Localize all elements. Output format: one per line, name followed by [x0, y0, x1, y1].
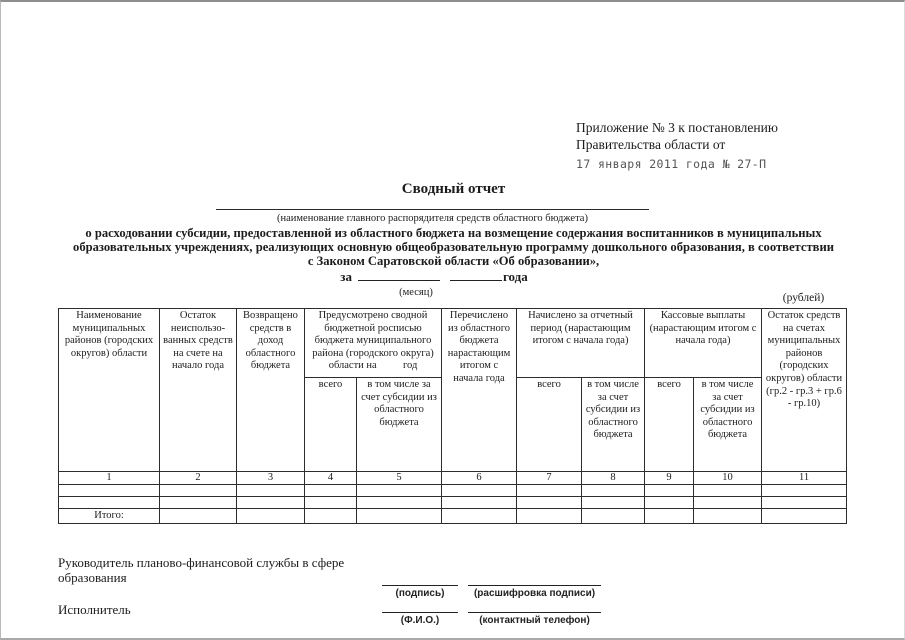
empty-cell — [59, 497, 160, 509]
column-number: 6 — [442, 472, 517, 485]
empty-cell — [582, 509, 645, 524]
appendix-line-2: Правительства области от — [576, 137, 726, 152]
subcol-accrued-subsidy: в том числе за счет субсидии из областного бюджета — [582, 378, 645, 472]
col-header-unused-balance: Остаток неиспользо- ванных средств на счете на начало года — [160, 309, 237, 472]
column-number: 10 — [694, 472, 762, 485]
month-blank-field — [358, 268, 440, 281]
subcol-provision-subsidy: в том числе за счет субсидии из областного бюджета — [357, 378, 442, 472]
subcol-cash-total: всего — [645, 378, 694, 472]
empty-cell — [160, 485, 237, 497]
empty-cell — [645, 509, 694, 524]
column-number: 5 — [357, 472, 442, 485]
appendix-block — [576, 119, 896, 173]
empty-cell — [305, 497, 357, 509]
subcol-provision-total: всего — [305, 378, 357, 472]
grantee-name-caption: (наименование главного распорядителя средств областного бюджета) — [277, 213, 588, 224]
column-number: 11 — [762, 472, 847, 485]
empty-cell — [762, 497, 847, 509]
report-table — [58, 308, 847, 524]
empty-cell — [305, 485, 357, 497]
column-number: 7 — [517, 472, 582, 485]
column-number: 1 — [59, 472, 160, 485]
total-label: Итого: — [59, 509, 160, 524]
units-label: (рублей) — [782, 292, 825, 304]
column-number: 4 — [305, 472, 357, 485]
empty-cell — [237, 509, 305, 524]
empty-cell — [762, 485, 847, 497]
period-line — [1, 268, 867, 285]
empty-cell — [305, 509, 357, 524]
empty-cell — [582, 485, 645, 497]
report-description — [41, 226, 866, 268]
empty-cell — [442, 485, 517, 497]
head-of-service-label: Руководитель планово-финансовой службы в сфере образования — [58, 555, 345, 585]
year-blank-field — [450, 268, 502, 281]
col-group-budget-provision: Предусмотрено сводной бюджетной росписью бюджета муниципального района (городского округа) области на год — [305, 309, 442, 378]
empty-cell — [237, 497, 305, 509]
empty-cell — [694, 509, 762, 524]
signature-name-caption: (расшифровка подписи) — [473, 588, 596, 599]
empty-cell — [645, 485, 694, 497]
subcol-accrued-total: всего — [517, 378, 582, 472]
description-line-1: о расходовании субсидии, предоставленной из областного бюджета на возмещение содержания воспитанников в муниципальных — [85, 226, 822, 240]
executor-label: Исполнитель — [58, 602, 131, 617]
column-number: 8 — [582, 472, 645, 485]
empty-cell — [442, 509, 517, 524]
empty-cell — [694, 497, 762, 509]
empty-cell — [645, 497, 694, 509]
col-group-cash-payments: Кассовые выплаты (нарастающим итогом с начала года) — [645, 309, 762, 378]
table-row — [59, 485, 847, 497]
appendix-line-1: Приложение № 3 к постановлению — [576, 120, 778, 135]
signature-name-blank-line — [468, 584, 601, 586]
column-number: 9 — [645, 472, 694, 485]
col-header-remaining-balance: Остаток средств на счетах муниципальных районов (городских округов) области (гр.2 - гр.3 + гр.6 - гр.10) — [762, 309, 847, 472]
period-suffix: года — [502, 269, 528, 284]
total-row — [59, 509, 847, 524]
month-caption: (месяц) — [399, 287, 433, 298]
empty-cell — [517, 485, 582, 497]
column-number: 2 — [160, 472, 237, 485]
empty-cell — [442, 497, 517, 509]
empty-cell — [160, 497, 237, 509]
signature-blank-line — [382, 584, 458, 586]
phone-blank-line — [468, 611, 601, 613]
phone-caption: (контактный телефон) — [479, 615, 590, 626]
appendix-date-stamp: 17 января 2011 года № 27-П — [576, 157, 767, 171]
empty-cell — [517, 509, 582, 524]
column-number-row — [59, 472, 847, 485]
description-line-3: с Законом Саратовской области «Об образовании», — [307, 254, 600, 268]
empty-cell — [357, 509, 442, 524]
empty-cell — [694, 485, 762, 497]
empty-cell — [357, 485, 442, 497]
subcol-cash-subsidy: в том числе за счет субсидии из областного бюджета — [694, 378, 762, 472]
empty-cell — [237, 485, 305, 497]
col-group-accrued: Начислено за отчетный период (нарастающим итогом с начала года) — [517, 309, 645, 378]
grantee-name-blank-line — [216, 209, 649, 210]
fio-caption: (Ф.И.О.) — [400, 615, 440, 626]
signature-caption: (подпись) — [395, 588, 445, 599]
table-row — [59, 497, 847, 509]
empty-cell — [517, 497, 582, 509]
empty-cell — [160, 509, 237, 524]
table-header-row-groups — [59, 309, 847, 378]
empty-cell — [357, 497, 442, 509]
fio-blank-line — [382, 611, 458, 613]
empty-cell — [59, 485, 160, 497]
report-title: Сводный отчет — [401, 181, 506, 197]
column-number: 3 — [237, 472, 305, 485]
description-line-2: образовательных учреждениях, реализующих основную общеобразовательную программу дошкольного образования, в соответствии — [73, 240, 834, 254]
empty-cell — [582, 497, 645, 509]
col-header-returned-funds: Возвращено средств в доход областного бюджета — [237, 309, 305, 472]
col-header-transferred: Перечислено из областного бюджета нарастающим итогом с начала года — [442, 309, 517, 472]
empty-cell — [762, 509, 847, 524]
col-header-municipalities: Наименование муниципальных районов (городских округов) области — [59, 309, 160, 472]
period-prefix: за — [340, 269, 352, 284]
